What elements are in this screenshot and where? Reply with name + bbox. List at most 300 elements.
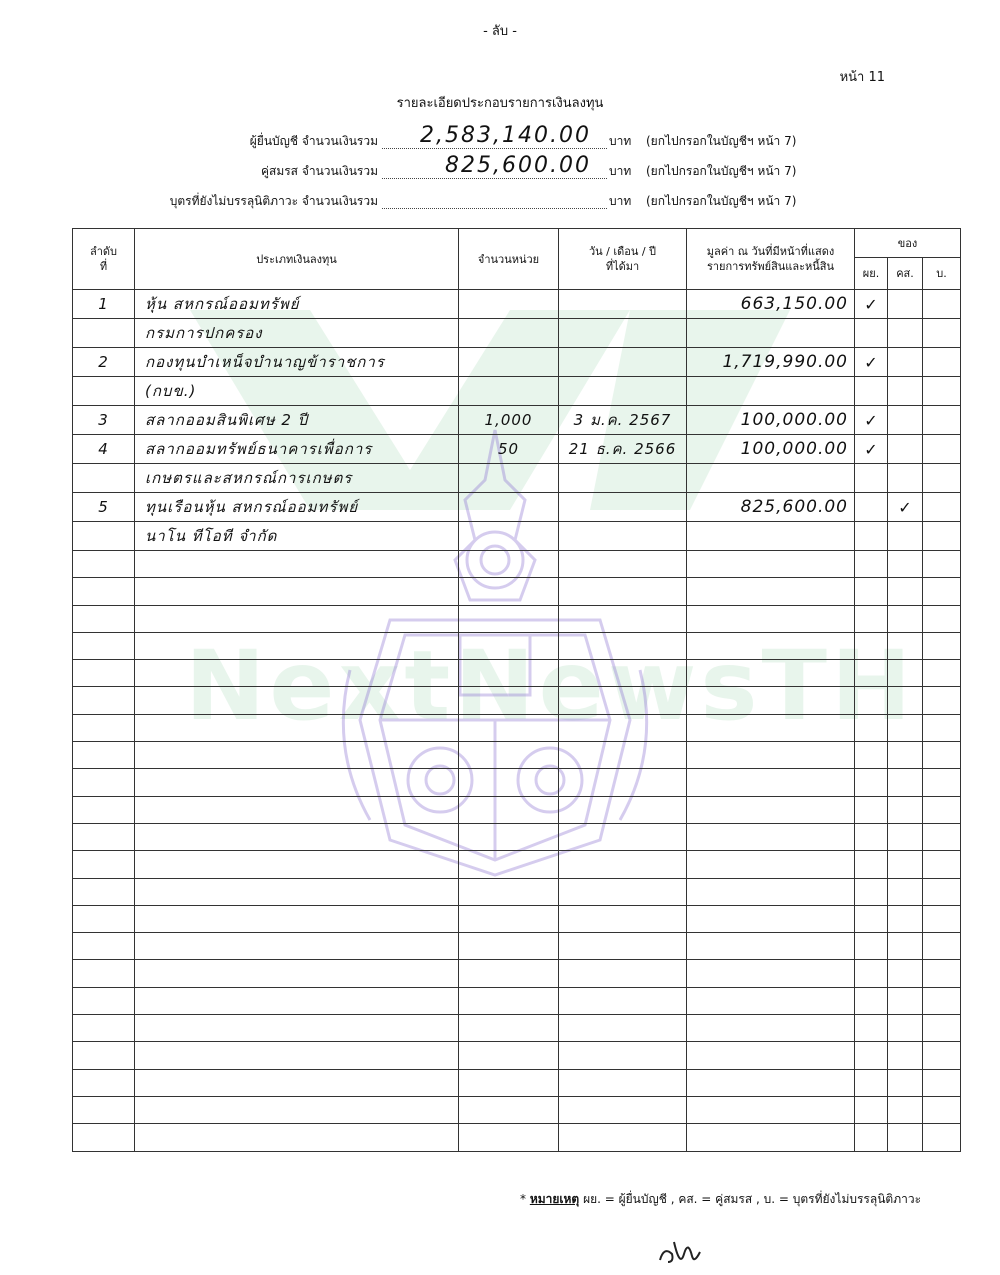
empty-cell	[687, 796, 855, 823]
empty-cell	[459, 1042, 559, 1069]
row-units	[459, 435, 559, 464]
empty-cell	[855, 987, 888, 1014]
empty-cell	[135, 578, 459, 605]
table-row	[73, 435, 961, 464]
empty-cell	[855, 578, 888, 605]
empty-cell	[459, 1069, 559, 1096]
empty-cell	[459, 769, 559, 796]
row-value	[687, 319, 855, 348]
row-value	[687, 522, 855, 551]
empty-cell	[855, 878, 888, 905]
owner-spouse-check: ✓	[888, 493, 923, 522]
empty-cell	[923, 987, 961, 1014]
summary-children-note: (ยกไปกรอกในบัญชีฯ หน้า 7)	[646, 194, 797, 208]
empty-cell	[559, 905, 687, 932]
empty-cell	[135, 660, 459, 687]
empty-cell	[687, 769, 855, 796]
table-row-empty	[73, 960, 961, 987]
empty-cell	[888, 605, 923, 632]
empty-cell	[888, 823, 923, 850]
table-row-empty	[73, 578, 961, 605]
empty-cell	[73, 714, 135, 741]
empty-cell	[135, 1069, 459, 1096]
row-date	[559, 377, 687, 406]
footnote-text: ผย. = ผู้ยื่นบัญชี , คส. = คู่สมรส , บ. = บุตรที่ยังไม่บรรลุนิติภาวะ	[583, 1192, 922, 1206]
empty-cell	[687, 1069, 855, 1096]
row-value	[687, 406, 855, 435]
empty-cell	[135, 632, 459, 659]
empty-cell	[559, 769, 687, 796]
header-type: ประเภทเงินลงทุน	[135, 229, 459, 290]
table-row-empty	[73, 933, 961, 960]
empty-cell	[459, 823, 559, 850]
row-value-text: 100,000.00	[740, 439, 848, 459]
empty-cell	[687, 742, 855, 769]
row-date-text: 3 ม.ค. 2567	[573, 411, 672, 429]
empty-cell	[135, 1124, 459, 1151]
empty-cell	[559, 823, 687, 850]
empty-cell	[888, 987, 923, 1014]
empty-cell	[923, 605, 961, 632]
row-date-text: 21 ธ.ค. 2566	[568, 440, 677, 458]
empty-cell	[855, 1124, 888, 1151]
row-seq-text: 4	[98, 440, 109, 458]
empty-cell	[135, 551, 459, 578]
owner-filer-check	[855, 377, 888, 406]
row-type	[135, 348, 459, 377]
empty-cell	[923, 823, 961, 850]
row-units	[459, 348, 559, 377]
row-type-text: สลากออมทรัพย์ธนาคารเพื่อการ	[145, 440, 373, 458]
empty-cell	[559, 605, 687, 632]
summary-filer-amount: 2,583,140.00	[420, 123, 591, 148]
empty-cell	[459, 632, 559, 659]
header-owner-child: บ.	[923, 258, 961, 290]
row-type	[135, 493, 459, 522]
empty-cell	[73, 578, 135, 605]
empty-cell	[923, 851, 961, 878]
empty-cell	[459, 933, 559, 960]
row-date	[559, 464, 687, 493]
empty-cell	[73, 851, 135, 878]
header-owner-filer: ผย.	[855, 258, 888, 290]
row-date	[559, 522, 687, 551]
empty-cell	[559, 687, 687, 714]
empty-cell	[888, 632, 923, 659]
table-row	[73, 464, 961, 493]
empty-cell	[135, 1096, 459, 1123]
empty-cell	[73, 905, 135, 932]
row-seq	[73, 435, 135, 464]
row-seq	[73, 348, 135, 377]
empty-cell	[888, 1069, 923, 1096]
empty-cell	[888, 878, 923, 905]
empty-cell	[559, 1069, 687, 1096]
empty-cell	[923, 878, 961, 905]
header-seq: ลำดับ ที่	[73, 229, 135, 290]
empty-cell	[73, 960, 135, 987]
owner-filer-check: ✓	[855, 406, 888, 435]
summary-spouse-label: คู่สมรส จำนวนเงินรวม	[260, 164, 378, 178]
empty-cell	[687, 714, 855, 741]
empty-cell	[135, 796, 459, 823]
summary-spouse-note: (ยกไปกรอกในบัญชีฯ หน้า 7)	[646, 164, 797, 178]
empty-cell	[135, 1042, 459, 1069]
empty-cell	[73, 551, 135, 578]
empty-cell	[459, 796, 559, 823]
empty-cell	[135, 823, 459, 850]
owner-child-check	[923, 435, 961, 464]
empty-cell	[459, 660, 559, 687]
footnote-star: *	[520, 1192, 526, 1206]
table-row-empty	[73, 660, 961, 687]
empty-cell	[855, 960, 888, 987]
empty-cell	[459, 551, 559, 578]
empty-cell	[459, 987, 559, 1014]
empty-cell	[135, 742, 459, 769]
empty-cell	[923, 1015, 961, 1042]
empty-cell	[888, 551, 923, 578]
empty-cell	[888, 578, 923, 605]
row-units	[459, 493, 559, 522]
row-seq	[73, 522, 135, 551]
empty-cell	[923, 551, 961, 578]
header-date: วัน / เดือน / ปี ที่ได้มา	[559, 229, 687, 290]
table-row-empty	[73, 1069, 961, 1096]
empty-cell	[135, 878, 459, 905]
table-row-empty	[73, 851, 961, 878]
row-units	[459, 406, 559, 435]
table-row-empty	[73, 1124, 961, 1151]
empty-cell	[135, 687, 459, 714]
table-row	[73, 493, 961, 522]
empty-cell	[559, 578, 687, 605]
empty-cell	[888, 933, 923, 960]
empty-cell	[559, 551, 687, 578]
empty-cell	[923, 632, 961, 659]
empty-cell	[73, 878, 135, 905]
empty-cell	[687, 878, 855, 905]
empty-cell	[855, 1069, 888, 1096]
empty-cell	[135, 905, 459, 932]
empty-cell	[888, 851, 923, 878]
empty-cell	[888, 660, 923, 687]
row-units-text: 50	[497, 440, 520, 458]
empty-cell	[687, 687, 855, 714]
row-type-text: หุ้น สหกรณ์ออมทรัพย์	[145, 295, 300, 313]
empty-cell	[73, 933, 135, 960]
empty-cell	[687, 987, 855, 1014]
row-type-text: นาโน ทีโอที จำกัด	[145, 527, 278, 545]
empty-cell	[888, 796, 923, 823]
row-seq	[73, 493, 135, 522]
empty-cell	[73, 1015, 135, 1042]
summary-spouse-unit: บาท	[609, 164, 632, 178]
empty-cell	[135, 987, 459, 1014]
empty-cell	[73, 687, 135, 714]
table-row-empty	[73, 1096, 961, 1123]
table-row-empty	[73, 796, 961, 823]
empty-cell	[923, 933, 961, 960]
empty-cell	[923, 742, 961, 769]
summary-spouse-amount: 825,600.00	[445, 153, 591, 178]
owner-child-check	[923, 348, 961, 377]
row-type-text: (กบข.)	[145, 382, 197, 400]
table-row-empty	[73, 632, 961, 659]
empty-cell	[73, 1124, 135, 1151]
empty-cell	[687, 851, 855, 878]
empty-cell	[459, 878, 559, 905]
row-value	[687, 290, 855, 319]
empty-cell	[135, 714, 459, 741]
table-row-empty	[73, 987, 961, 1014]
empty-cell	[559, 632, 687, 659]
row-units-text: 1,000	[484, 411, 533, 429]
empty-cell	[687, 1124, 855, 1151]
empty-cell	[855, 632, 888, 659]
empty-cell	[923, 905, 961, 932]
empty-cell	[888, 1042, 923, 1069]
summary-children-line	[382, 188, 607, 209]
table-row	[73, 377, 961, 406]
summary-children-unit: บาท	[609, 194, 632, 208]
empty-cell	[559, 933, 687, 960]
row-value	[687, 377, 855, 406]
owner-spouse-check	[888, 435, 923, 464]
empty-cell	[923, 769, 961, 796]
empty-cell	[923, 1124, 961, 1151]
empty-cell	[135, 960, 459, 987]
empty-cell	[459, 905, 559, 932]
owner-child-check	[923, 493, 961, 522]
empty-cell	[923, 1096, 961, 1123]
row-type	[135, 290, 459, 319]
owner-filer-check	[855, 464, 888, 493]
empty-cell	[687, 823, 855, 850]
row-value-text: 1,719,990.00	[722, 352, 848, 372]
empty-cell	[855, 933, 888, 960]
row-seq	[73, 464, 135, 493]
row-date	[559, 290, 687, 319]
owner-filer-check	[855, 522, 888, 551]
row-seq	[73, 377, 135, 406]
owner-spouse-check	[888, 406, 923, 435]
empty-cell	[73, 632, 135, 659]
empty-cell	[135, 1015, 459, 1042]
empty-cell	[459, 1096, 559, 1123]
empty-cell	[73, 1042, 135, 1069]
row-date	[559, 435, 687, 464]
empty-cell	[855, 742, 888, 769]
summary-filer	[0, 123, 1000, 150]
owner-filer-check: ✓	[855, 435, 888, 464]
row-type	[135, 406, 459, 435]
empty-cell	[888, 687, 923, 714]
table-row-empty	[73, 823, 961, 850]
row-value	[687, 348, 855, 377]
empty-cell	[559, 987, 687, 1014]
empty-cell	[923, 960, 961, 987]
table-row	[73, 522, 961, 551]
confidential-label: - ลับ -	[483, 24, 517, 39]
owner-child-check	[923, 377, 961, 406]
empty-cell	[73, 605, 135, 632]
empty-cell	[687, 660, 855, 687]
page-number: หน้า 11	[839, 70, 885, 85]
owner-child-check	[923, 406, 961, 435]
empty-cell	[559, 742, 687, 769]
table-row-empty	[73, 878, 961, 905]
empty-cell	[135, 769, 459, 796]
empty-cell	[888, 742, 923, 769]
empty-cell	[888, 960, 923, 987]
row-units	[459, 319, 559, 348]
empty-cell	[855, 605, 888, 632]
empty-cell	[855, 660, 888, 687]
row-type-text: ทุนเรือนหุ้น สหกรณ์ออมทรัพย์	[145, 498, 359, 516]
empty-cell	[459, 578, 559, 605]
row-units	[459, 464, 559, 493]
empty-cell	[687, 933, 855, 960]
row-type	[135, 464, 459, 493]
owner-child-check	[923, 464, 961, 493]
empty-cell	[923, 687, 961, 714]
empty-cell	[855, 905, 888, 932]
empty-cell	[687, 578, 855, 605]
owner-spouse-check	[888, 522, 923, 551]
empty-cell	[135, 933, 459, 960]
empty-cell	[855, 1096, 888, 1123]
empty-cell	[687, 960, 855, 987]
empty-cell	[559, 1096, 687, 1123]
empty-cell	[888, 1124, 923, 1151]
empty-cell	[459, 851, 559, 878]
empty-cell	[923, 714, 961, 741]
row-units	[459, 290, 559, 319]
row-value	[687, 435, 855, 464]
footnote-label: หมายเหตุ	[529, 1192, 580, 1206]
empty-cell	[559, 1124, 687, 1151]
empty-cell	[73, 1096, 135, 1123]
owner-spouse-check	[888, 377, 923, 406]
row-value	[687, 493, 855, 522]
row-units	[459, 522, 559, 551]
empty-cell	[855, 687, 888, 714]
empty-cell	[459, 742, 559, 769]
row-value-text: 663,150.00	[740, 294, 848, 314]
owner-spouse-check	[888, 348, 923, 377]
empty-cell	[459, 1124, 559, 1151]
page-title: รายละเอียดประกอบรายการเงินลงทุน	[396, 96, 604, 111]
empty-cell	[559, 878, 687, 905]
empty-cell	[888, 905, 923, 932]
empty-cell	[687, 905, 855, 932]
owner-filer-check: ✓	[855, 348, 888, 377]
row-type	[135, 377, 459, 406]
table-row	[73, 406, 961, 435]
table-row-empty	[73, 905, 961, 932]
header-owner: ของ	[855, 229, 961, 258]
owner-spouse-check	[888, 464, 923, 493]
row-seq	[73, 406, 135, 435]
investment-table	[72, 228, 961, 1152]
row-seq	[73, 319, 135, 348]
empty-cell	[855, 1015, 888, 1042]
owner-filer-check	[855, 493, 888, 522]
table-row	[73, 348, 961, 377]
empty-cell	[855, 1042, 888, 1069]
empty-cell	[73, 987, 135, 1014]
empty-cell	[923, 1069, 961, 1096]
empty-cell	[687, 605, 855, 632]
table-row	[73, 290, 961, 319]
row-value-text: 825,600.00	[740, 497, 848, 517]
row-type-text: กรมการปกครอง	[145, 324, 263, 342]
empty-cell	[459, 714, 559, 741]
row-type	[135, 522, 459, 551]
row-type-text: สลากออมสินพิเศษ 2 ปี	[145, 411, 309, 429]
table-row	[73, 319, 961, 348]
empty-cell	[559, 660, 687, 687]
empty-cell	[888, 769, 923, 796]
table-row-empty	[73, 742, 961, 769]
empty-cell	[559, 1042, 687, 1069]
empty-cell	[888, 714, 923, 741]
empty-cell	[923, 660, 961, 687]
empty-cell	[559, 1015, 687, 1042]
empty-cell	[888, 1015, 923, 1042]
empty-cell	[73, 769, 135, 796]
row-value	[687, 464, 855, 493]
table-row-empty	[73, 605, 961, 632]
empty-cell	[459, 1015, 559, 1042]
summary-filer-label: ผู้ยื่นบัญชี จำนวนเงินรวม	[249, 134, 378, 148]
summary-spouse	[0, 153, 1000, 180]
summary-filer-note: (ยกไปกรอกในบัญชีฯ หน้า 7)	[646, 134, 797, 148]
summary-children-label: บุตรที่ยังไม่บรรลุนิติภาวะ จำนวนเงินรวม	[169, 194, 378, 208]
empty-cell	[135, 605, 459, 632]
row-seq-text: 5	[98, 498, 109, 516]
row-units	[459, 377, 559, 406]
row-type-text: กองทุนบำเหน็จบำนาญข้าราชการ	[145, 353, 385, 371]
header-units: จำนวนหน่วย	[459, 229, 559, 290]
empty-cell	[855, 714, 888, 741]
row-date	[559, 493, 687, 522]
footnote	[520, 1190, 921, 1209]
empty-cell	[135, 851, 459, 878]
empty-cell	[73, 660, 135, 687]
header-owner-spouse: คส.	[888, 258, 923, 290]
empty-cell	[923, 578, 961, 605]
empty-cell	[888, 1096, 923, 1123]
empty-cell	[687, 632, 855, 659]
row-date	[559, 319, 687, 348]
row-seq	[73, 290, 135, 319]
empty-cell	[559, 960, 687, 987]
empty-cell	[687, 551, 855, 578]
empty-cell	[73, 796, 135, 823]
owner-child-check	[923, 319, 961, 348]
empty-cell	[923, 1042, 961, 1069]
owner-child-check	[923, 522, 961, 551]
row-seq-text: 3	[98, 411, 109, 429]
row-seq-text: 1	[98, 295, 109, 313]
empty-cell	[73, 1069, 135, 1096]
watermark-text: NextNewsTH	[185, 630, 916, 742]
empty-cell	[687, 1096, 855, 1123]
owner-spouse-check	[888, 290, 923, 319]
empty-cell	[855, 851, 888, 878]
